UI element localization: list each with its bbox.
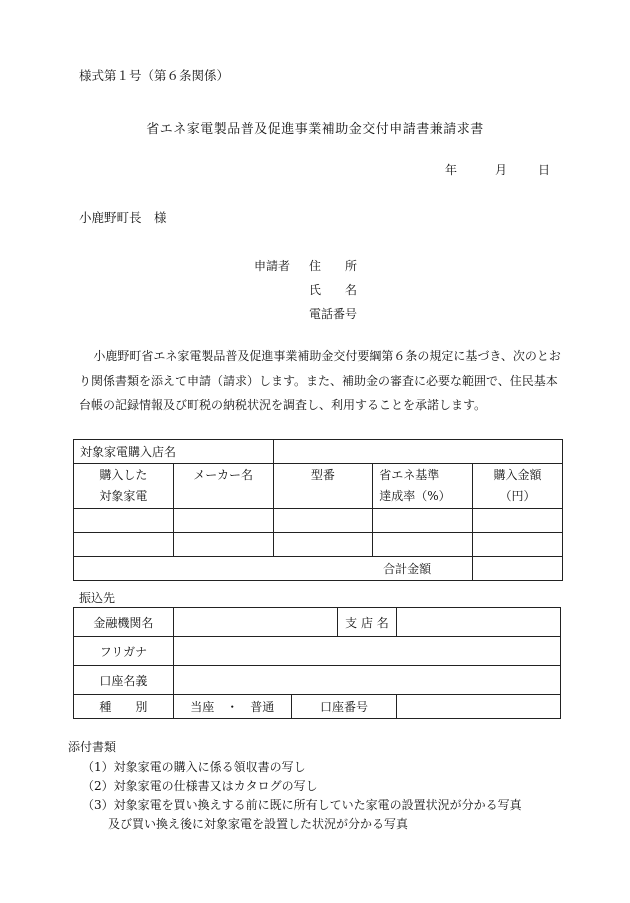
bank-table	[73, 607, 561, 719]
holder-label: 口座名義	[74, 666, 174, 695]
total-label: 合計金額	[74, 557, 473, 581]
holder-input[interactable]	[173, 666, 560, 695]
applicant-label: 申請者	[254, 259, 291, 273]
cell-input[interactable]	[273, 509, 373, 533]
date-month: 月	[494, 163, 507, 177]
attachment-item: （2）対象家電の仕様書又はカタログの写し	[82, 779, 318, 793]
consent-text: 小鹿野町省エネ家電製品普及促進事業補助金交付要綱第６条の規定に基づき、次のとおり関係書類を添えて申請（請求）します。また、補助金の審査に必要な範囲で、住民基本台帳の記録情報及び町税の納税状況を調査し、利用することを承諾します。	[79, 349, 561, 412]
attachment-item: （1）対象家電の購入に係る領収書の写し	[82, 760, 306, 774]
cell-input[interactable]	[273, 533, 373, 557]
document-title: 省エネ家電製品普及促進事業補助金交付申請書兼請求書	[146, 122, 484, 137]
addressee: 小鹿野町長 様	[79, 210, 167, 225]
table-row	[74, 533, 563, 557]
col-appliance: 購入した 対象家電	[74, 464, 174, 509]
cell-input[interactable]	[173, 509, 273, 533]
account-number-input[interactable]	[397, 695, 561, 719]
applicant-name-label: 氏 名	[309, 283, 358, 297]
col-maker: メーカー名	[173, 464, 273, 509]
date-day: 日	[537, 163, 550, 177]
attachment-item: （3）対象家電を買い換えする前に既に所有していた家電の設置状況が分かる写真	[82, 798, 522, 812]
furigana-label: フリガナ	[74, 637, 174, 666]
consent-paragraph	[79, 344, 564, 418]
applicant-address-label: 住 所	[309, 259, 358, 273]
branch-input[interactable]	[397, 608, 561, 637]
cell-input[interactable]	[74, 509, 174, 533]
cell-input[interactable]	[473, 533, 563, 557]
furigana-input[interactable]	[173, 637, 560, 666]
institution-input[interactable]	[173, 608, 337, 637]
col-amount: 購入金額 （円）	[473, 464, 563, 509]
cell-input[interactable]	[473, 509, 563, 533]
store-label: 対象家電購入店名	[74, 440, 274, 464]
cell-input[interactable]	[373, 509, 473, 533]
items-table	[73, 439, 563, 581]
institution-label: 金融機関名	[74, 608, 174, 637]
cell-input[interactable]	[173, 533, 273, 557]
attachment-item-continuation: 及び買い換え後に対象家電を設置した状況が分かる写真	[108, 817, 409, 831]
type-options[interactable]: 当座 ・ 普通	[173, 695, 291, 719]
table-row	[74, 509, 563, 533]
cell-input[interactable]	[373, 533, 473, 557]
col-rate: 省エネ基準 達成率（%）	[373, 464, 473, 509]
date-year: 年	[444, 163, 457, 177]
store-input[interactable]	[273, 440, 563, 464]
total-input[interactable]	[473, 557, 563, 581]
account-number-label: 口座番号	[291, 695, 397, 719]
attachments-title: 添付書類	[68, 740, 117, 754]
bank-section-label: 振込先	[79, 591, 116, 605]
cell-input[interactable]	[74, 533, 174, 557]
applicant-phone-label: 電話番号	[309, 307, 358, 321]
col-model: 型番	[273, 464, 373, 509]
date-line	[445, 161, 550, 178]
type-label: 種 別	[74, 695, 174, 719]
branch-label: 支 店 名	[337, 608, 397, 637]
form-number: 様式第１号（第６条関係）	[79, 68, 230, 83]
